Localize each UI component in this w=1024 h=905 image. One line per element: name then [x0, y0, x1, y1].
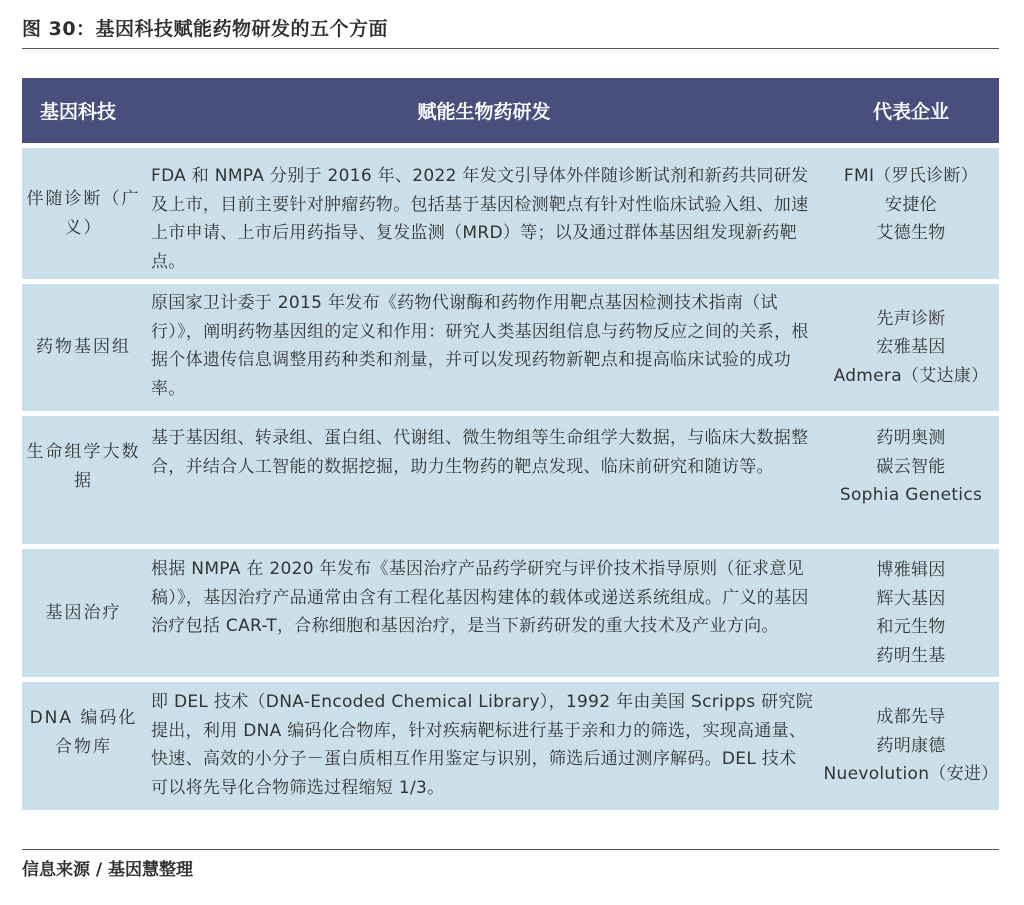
- row-companies: [823, 682, 999, 810]
- table-row: [22, 148, 999, 279]
- company-name: 碳云智能: [876, 456, 946, 477]
- company-name: 博雅辑因: [876, 560, 946, 580]
- company-name: Sophia Genetics: [839, 485, 983, 505]
- company-name: 药明奥测: [876, 428, 946, 448]
- data-table: [22, 78, 999, 810]
- row-companies: [823, 549, 999, 677]
- company-name: 成都先导: [876, 707, 946, 728]
- source-note: 信息来源 / 基因慧整理: [22, 860, 194, 880]
- row-description: 根据 NMPA 在 2020 年发布《基因治疗产品药学研究与评价技术指导原则（征求意见稿）》，基因治疗产品通常由含有工程化基因构建体的载体或递送系统组成。广义的基因治疗包括 CAR-T，合称细胞和基因治疗，是当下新药研发的重大技术及产业方向。: [151, 559, 809, 636]
- row-description: FDA 和 NMPA 分别于 2016 年、2022 年发文引导体外伴随诊断试剂和新药共同研发及上市，目前主要针对肿瘤药物。包括基于基因检测靶点有针对性临床试验入组、加速上市申请、上市后用药指导、复发监测（MRD）等；以及通过群体基因组发现新药靶点。: [151, 166, 809, 272]
- row-companies: [823, 416, 999, 544]
- company-name: FMI（罗氏诊断）: [843, 166, 979, 186]
- company-name: Admera（艾达康）: [833, 365, 989, 386]
- row-companies: [823, 148, 999, 279]
- company-name: 药明生基: [876, 645, 946, 666]
- table-header: [22, 78, 999, 143]
- table-row: [22, 682, 999, 810]
- company-name: Nuevolution（安进）: [823, 764, 999, 785]
- company-name: 和元生物: [876, 617, 946, 637]
- row-tech: 生命组学大数据: [26, 442, 141, 491]
- table-row: [22, 284, 999, 411]
- company-name: 辉大基因: [876, 588, 946, 609]
- row-tech: 伴随诊断（广义）: [26, 189, 141, 238]
- table-row: [22, 416, 999, 544]
- row-companies: [823, 284, 999, 411]
- row-tech: 基因治疗: [45, 602, 122, 623]
- bottom-rule: [22, 849, 999, 850]
- header-companies: 代表企业: [872, 101, 949, 123]
- row-description: 基于基因组、转录组、蛋白组、代谢组、微生物组等生命组学大数据，与临床大数据整合，并结合人工智能的数据挖掘，助力生物药的靶点发现、临床前研究和随访等。: [151, 428, 809, 477]
- row-description: 即 DEL 技术（DNA-Encoded Chemical Library），1992 年由美国 Scripps 研究院提出，利用 DNA 编码化合物库，针对疾病靶标进行基于亲和力的筛选，实现高通量、快速、高效的小分子－蛋白质相互作用鉴定与识别，筛选后通过测序解码。DEL 技术可以将先导化合物筛选过程缩短 1/3。: [151, 692, 813, 798]
- top-rule: [22, 48, 999, 49]
- header-tech: 基因科技: [40, 101, 117, 123]
- figure-title: 图 30：基因科技赋能药物研发的五个方面: [22, 18, 389, 40]
- row-description: 原国家卫计委于 2015 年发布《药物代谢酶和药物作用靶点基因检测技术指南（试行）》，阐明药物基因组的定义和作用：研究人类基因组信息与药物反应之间的关系，根据个体遗传信息调整用药种类和剂量，并可以发现药物新靶点和提高临床试验的成功率。: [151, 293, 809, 399]
- row-tech: DNA 编码化合物库: [29, 708, 138, 757]
- row-tech: 药物基因组: [36, 337, 131, 358]
- company-name: 安捷伦: [885, 194, 937, 215]
- company-name: 药明康德: [876, 735, 946, 756]
- company-name: 先声诊断: [876, 308, 946, 329]
- company-name: 宏雅基因: [876, 337, 946, 358]
- table-row: [22, 549, 999, 677]
- header-description: 赋能生物药研发: [417, 101, 551, 123]
- company-name: 艾德生物: [876, 223, 946, 243]
